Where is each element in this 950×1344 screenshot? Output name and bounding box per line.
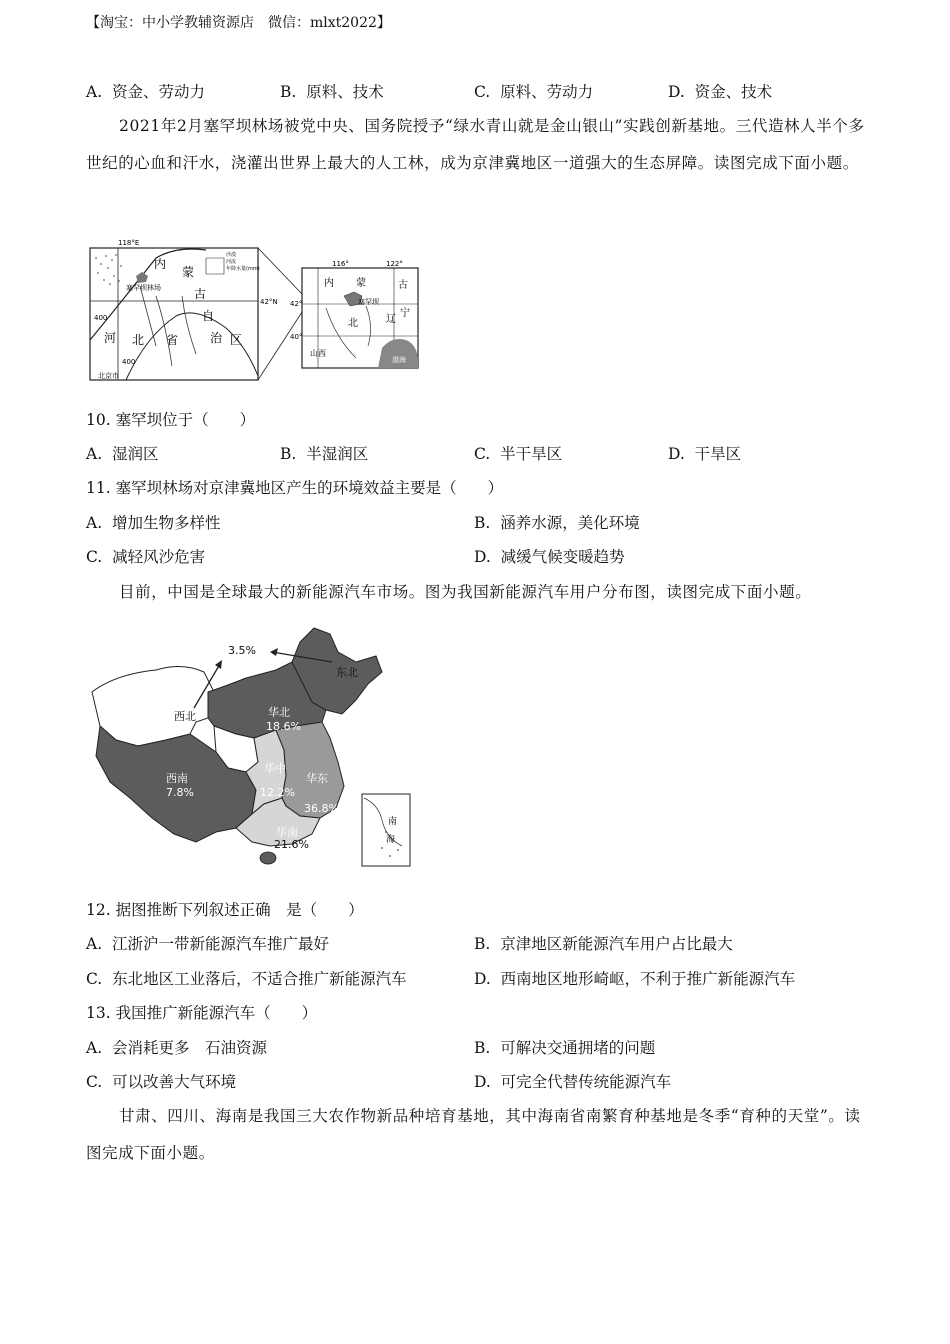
- share-southwest: 7.8%: [166, 786, 194, 799]
- svg-text:古: 古: [398, 280, 408, 291]
- label-central: 华中: [264, 762, 286, 775]
- saihanba-map: [86, 236, 422, 384]
- q9-option-b: B. 原料、技术: [280, 83, 384, 101]
- svg-text:蒙: 蒙: [182, 265, 195, 279]
- svg-text:内: 内: [324, 278, 334, 289]
- intro-nev: 目前，中国是全球最大的新能源汽车市场。图为我国新能源汽车用户分布图，读图完成下面小题。: [119, 583, 812, 601]
- q13-option-c: C. 可以改善大气环境: [86, 1073, 237, 1091]
- q10-option-d: D. 干旱区: [668, 445, 742, 463]
- q11-option-b: B. 涵养水源，美化环境: [474, 514, 640, 532]
- q13-option-d: D. 可完全代替传统能源汽车: [474, 1073, 672, 1091]
- intro-seed-base: 甘肃、四川、海南是我国三大农作物新品种培育基地，其中海南省南繁育种基地是冬季“育种的天堂”。读图完成下面小题。: [86, 1107, 861, 1162]
- svg-text:116°: 116°: [332, 260, 349, 268]
- hainan-island: [260, 852, 276, 864]
- intro-saihanba: 2021年2月塞罕坝林场被党中央、国务院授予“绿水青山就是金山银山”实践创新基地。三代造林人半个多世纪的心血和汗水，浇灌出世界上最大的人工林，成为京津冀地区一道强大的生态屏障。读图完成下面小题。: [86, 117, 865, 172]
- q9-option-d: D. 资金、技术: [668, 83, 773, 101]
- q13-stem: 13. 我国推广新能源汽车（ ）: [86, 1004, 318, 1022]
- svg-text:山西: 山西: [310, 349, 326, 358]
- svg-text:沙漠: 沙漠: [226, 252, 237, 258]
- q11-stem: 11. 塞罕坝林场对京津冀地区产生的环境效益主要是（ ）: [86, 479, 504, 497]
- q10-option-c: C. 半干旱区: [474, 445, 563, 463]
- nev-distribution-map: [86, 622, 416, 872]
- svg-text:400: 400: [122, 358, 136, 366]
- svg-text:蒙: 蒙: [356, 278, 366, 289]
- label-southwest: 西南: [166, 772, 188, 785]
- svg-text:40°: 40°: [290, 333, 303, 341]
- svg-text:治: 治: [210, 331, 223, 345]
- share-north: 18.6%: [266, 720, 301, 733]
- label-northeast: 东北: [336, 666, 358, 679]
- q12-option-b: B. 京津地区新能源汽车用户占比最大: [474, 935, 733, 953]
- page-header: 【淘宝：中小学教辅资源店 微信：mlxt2022】: [86, 15, 391, 31]
- svg-text:内: 内: [154, 257, 167, 271]
- share-central: 12.2%: [260, 786, 295, 799]
- q10-option-a: A. 湿润区: [86, 445, 159, 463]
- q13-option-b: B. 可解决交通拥堵的问题: [474, 1039, 656, 1057]
- q10-option-b: B. 半湿润区: [280, 445, 369, 463]
- label-south: 华南: [276, 826, 298, 839]
- svg-text:河流: 河流: [226, 259, 237, 265]
- south-china-sea-inset: [362, 794, 410, 866]
- q12-option-d: D. 西南地区地形崎岖，不利于推广新能源汽车: [474, 970, 796, 988]
- svg-text:北京市: 北京市: [98, 372, 119, 380]
- svg-text:南: 南: [388, 817, 398, 827]
- svg-text:河: 河: [104, 331, 117, 345]
- q13-option-a: A. 会消耗更多 石油资源: [86, 1039, 267, 1057]
- q12-option-a: A. 江浙沪一带新能源汽车推广最好: [86, 935, 329, 953]
- svg-text:区: 区: [230, 333, 243, 347]
- label-east: 华东: [306, 772, 328, 785]
- q11-option-a: A. 增加生物多样性: [86, 514, 221, 532]
- svg-text:北: 北: [348, 318, 358, 329]
- svg-text:122°: 122°: [386, 260, 403, 268]
- svg-text:北: 北: [132, 333, 145, 347]
- svg-text:省: 省: [166, 333, 179, 347]
- q9-option-a: A. 资金、劳动力: [86, 83, 205, 101]
- q9-option-c: C. 原料、劳动力: [474, 83, 594, 101]
- svg-text:宁: 宁: [400, 308, 410, 319]
- share-south: 21.6%: [274, 838, 309, 851]
- svg-text:辽: 辽: [386, 314, 396, 325]
- q12-stem: 12. 据图推断下列叙述正确 是（ ）: [86, 901, 364, 919]
- label-north: 华北: [268, 706, 290, 719]
- svg-text:自: 自: [202, 309, 215, 323]
- label-northwest: 西北: [174, 710, 196, 723]
- svg-text:塞罕坝: 塞罕坝: [358, 298, 379, 306]
- svg-text:118°E: 118°E: [118, 239, 140, 247]
- q10-stem: 10. 塞罕坝位于（ ）: [86, 411, 256, 429]
- svg-text:渤海: 渤海: [392, 356, 406, 364]
- svg-text:塞罕坝林场: 塞罕坝林场: [126, 284, 161, 292]
- share-northeast: 3.5%: [228, 644, 256, 657]
- svg-text:古: 古: [194, 287, 207, 301]
- svg-text:42°: 42°: [290, 300, 303, 308]
- share-east: 36.8%: [304, 802, 339, 815]
- svg-text:42°N: 42°N: [260, 298, 278, 306]
- q11-option-c: C. 减轻风沙危害: [86, 548, 206, 566]
- svg-text:海: 海: [386, 835, 396, 845]
- q11-option-d: D. 减缓气候变暖趋势: [474, 548, 625, 566]
- q12-option-c: C. 东北地区工业落后，不适合推广新能源汽车: [86, 970, 407, 988]
- svg-text:400: 400: [94, 314, 108, 322]
- svg-text:年降水量(mm): 年降水量(mm): [226, 266, 260, 272]
